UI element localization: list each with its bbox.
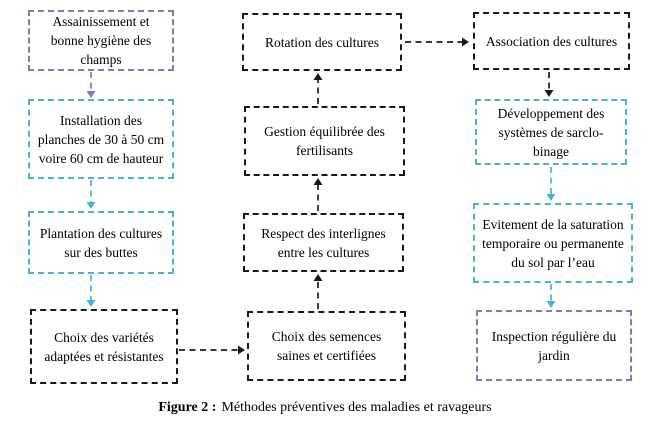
- arrow-association-to-sarclo-binage: [545, 72, 554, 97]
- arrow-evitement-to-inspection: [547, 284, 556, 308]
- box-choix-varietes-label: Choix des variétés adaptées et résistantes: [44, 329, 164, 364]
- box-association-cultures-label: Association des cultures: [485, 33, 618, 49]
- figure-caption-text: Méthodes préventives des maladies et ravageurs: [221, 400, 492, 415]
- arrow-gestion-fertilisants-to-rotation: [314, 73, 323, 104]
- arrow-installation-to-plantation: [87, 180, 96, 209]
- box-respect-interlignes: [243, 213, 404, 272]
- box-respect-interlignes-label: Respect des interlignes entre les cultures: [261, 225, 386, 260]
- box-evitement-saturation-label: Evitement de la saturation temporaire ou permanente du sol par l’eau: [482, 216, 624, 270]
- arrow-assainissement-to-installation: [87, 72, 96, 98]
- box-choix-varietes: [30, 309, 178, 384]
- arrow-choix-semences-to-respect-interlignes: [314, 274, 323, 309]
- arrow-rotation-to-association: [405, 38, 469, 47]
- arrow-respect-interlignes-to-gestion-fertilisants: [314, 178, 323, 211]
- box-plantation-buttes: [28, 211, 174, 274]
- arrow-choix-varietes-to-choix-semences: [179, 346, 245, 355]
- box-installation-planches-label: Installation des planches de 30 à 50 cm voire 60 cm de hauteur: [37, 112, 165, 166]
- box-plantation-buttes-label: Plantation des cultures sur des buttes: [39, 225, 163, 260]
- box-choix-semences: [247, 311, 406, 381]
- box-gestion-fertilisants-label: Gestion équilibrée des fertilisants: [264, 124, 385, 158]
- box-rotation-cultures: [242, 13, 402, 71]
- box-gestion-fertilisants: [244, 106, 405, 176]
- arrow-plantation-to-choix-varietes: [87, 275, 96, 307]
- box-assainissement-label: Assainissement et bonne hygiène des champs: [50, 14, 152, 67]
- box-inspection-jardin-label: Inspection régulière du jardin: [491, 328, 617, 363]
- box-inspection-jardin: [476, 310, 632, 381]
- figure-caption: [0, 398, 650, 418]
- box-evitement-saturation: [473, 203, 633, 283]
- box-installation-planches: [28, 99, 174, 179]
- arrow-sarclo-binage-to-evitement: [547, 167, 556, 201]
- box-rotation-cultures-label: Rotation des cultures: [265, 34, 379, 50]
- figure-caption-label: Figure 2 :: [158, 400, 217, 415]
- box-assainissement: [28, 10, 174, 71]
- box-association-cultures: [473, 12, 630, 70]
- box-sarclo-binage-label: Développement des systèmes de sarclo-binage: [497, 105, 605, 159]
- box-sarclo-binage: [475, 99, 627, 165]
- box-choix-semences-label: Choix des semences saines et certifiées: [271, 329, 382, 363]
